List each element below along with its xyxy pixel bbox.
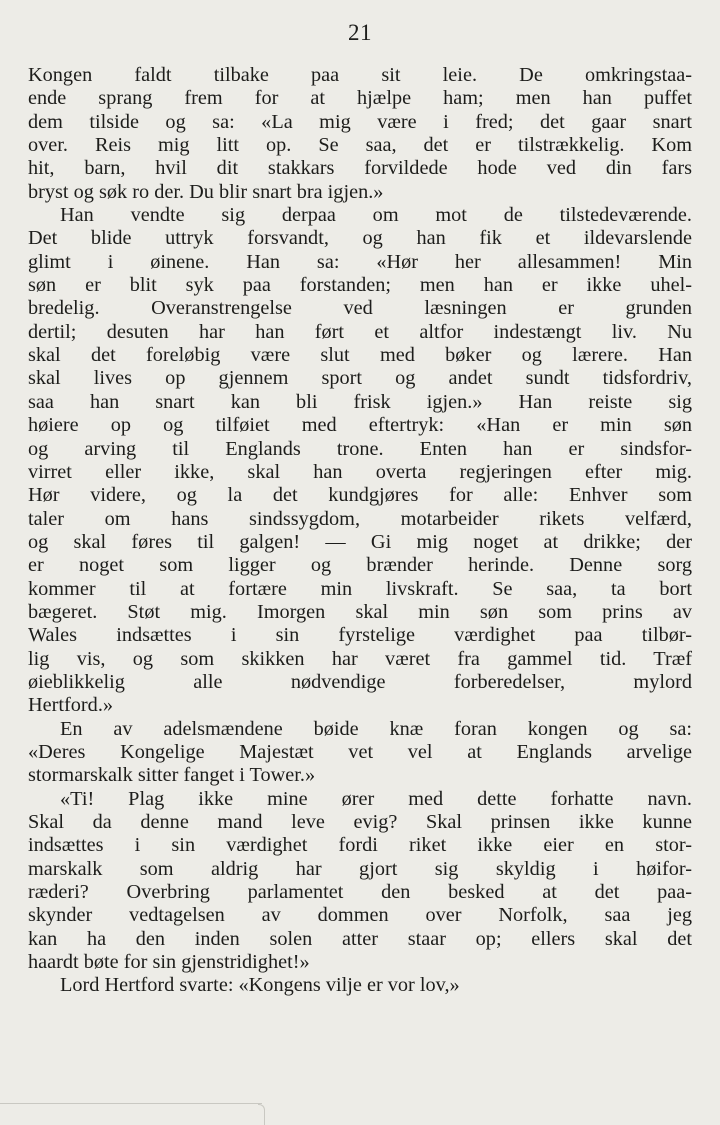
text-line: Skal da denne mand leve evig? Skal prinsen ikke kunne bbox=[28, 811, 692, 833]
text-line: Det blide uttryk forsvandt, og han fik et ildevarslende bbox=[28, 227, 692, 250]
text-line: over. Reis mig litt op. Se saa, det er tilstrækkelig. Kom bbox=[28, 134, 692, 157]
text-line: dertil; desuten har han ført et altfor indestængt liv. Nu bbox=[28, 320, 692, 343]
text-line: En av adelsmændene bøide knæ foran kongen og sa: bbox=[60, 717, 692, 740]
text-line: og arving til Englands trone. Enten han er sindsfor- bbox=[28, 437, 692, 460]
page-number: 21 bbox=[348, 20, 372, 45]
text-line: skynder vedtagelsen av dommen over Norfolk, saa jeg bbox=[28, 904, 692, 927]
text-line: virret eller ikke, skal han overta regjeringen efter mig. bbox=[28, 460, 692, 483]
text-line: haardt bøte for sin gjenstridighet!» bbox=[28, 951, 310, 974]
text-line: glimt i øinene. Han sa: «Hør her allesammen! Min bbox=[28, 250, 692, 273]
scan-edge-line bbox=[0, 1103, 262, 1104]
text-line: stormarskalk sitter fanget i Tower.» bbox=[28, 764, 316, 787]
text-line: søn er blit syk paa forstanden; men han er ikke uhel- bbox=[28, 274, 692, 297]
text-line: skal lives op gjennem sport og andet sundt tidsfordriv, bbox=[28, 367, 692, 390]
text-line: kommer til at fortære min livskraft. Se saa, ta bort bbox=[28, 577, 692, 600]
text-line: øieblikkelig alle nødvendige forberedelser, mylord bbox=[28, 670, 692, 693]
text-line: bryst og søk ro der. Du blir snart bra igjen.» bbox=[28, 180, 384, 203]
text-line: skal det foreløbig være slut med bøker og lærere. Han bbox=[28, 344, 692, 367]
text-line: marskalk som aldrig har gjort sig skyldig i høifor- bbox=[28, 857, 692, 880]
text-line: ende sprang frem for at hjælpe ham; men han puffet bbox=[28, 87, 692, 110]
text-line: bægeret. Støt mig. Imorgen skal min søn som prins av bbox=[28, 600, 692, 623]
text-line: er noget som ligger og brænder herinde. Denne sorg bbox=[28, 554, 692, 577]
text-line: Kongen faldt tilbake paa sit leie. De omkringstaa- bbox=[28, 64, 692, 86]
text-line: lig vis, og som skikken har været fra gammel tid. Træf bbox=[28, 647, 692, 670]
text-line: «Ti! Plag ikke mine ører med dette forhatte navn. bbox=[60, 787, 692, 810]
text-line: Lord Hertford svarte: «Kongens vilje er vor lov,» bbox=[60, 974, 460, 997]
text-line: ræderi? Overbring parlamentet den besked at det paa- bbox=[28, 881, 692, 904]
text-line: og skal føres til galgen! — Gi mig noget at drikke; der bbox=[28, 530, 692, 553]
text-line: «Deres Kongelige Majestæt vet vel at Englands arvelige bbox=[28, 740, 692, 763]
text-line: Han vendte sig derpaa om mot de tilstedeværende. bbox=[60, 204, 692, 227]
text-line: Hertford.» bbox=[28, 694, 114, 717]
text-line: høiere op og tilføiet med eftertryk: «Han er min søn bbox=[28, 414, 692, 437]
text-line: Hør videre, og la det kundgjøres for alle: Enhver som bbox=[28, 484, 692, 507]
text-line: bredelig. Overanstrengelse ved læsningen er grunden bbox=[28, 297, 692, 320]
text-line: saa han snart kan bli frisk igjen.» Han reiste sig bbox=[28, 390, 692, 413]
text-line: taler om hans sindssygdom, motarbeider rikets velfærd, bbox=[28, 507, 692, 530]
body-text bbox=[28, 64, 692, 998]
text-line: dem tilside og sa: «La mig være i fred; det gaar snart bbox=[28, 110, 692, 133]
text-line: Wales indsættes i sin fyrstelige værdighet paa tilbør- bbox=[28, 624, 692, 647]
text-line: kan ha den inden solen atter staar op; ellers skal det bbox=[28, 927, 692, 950]
scan-edge-curl bbox=[258, 1104, 265, 1125]
text-line: hit, barn, hvil dit stakkars forvildede hode ved din fars bbox=[28, 157, 692, 180]
text-line: indsættes i sin værdighet fordi riket ikke eier en stor- bbox=[28, 834, 692, 857]
